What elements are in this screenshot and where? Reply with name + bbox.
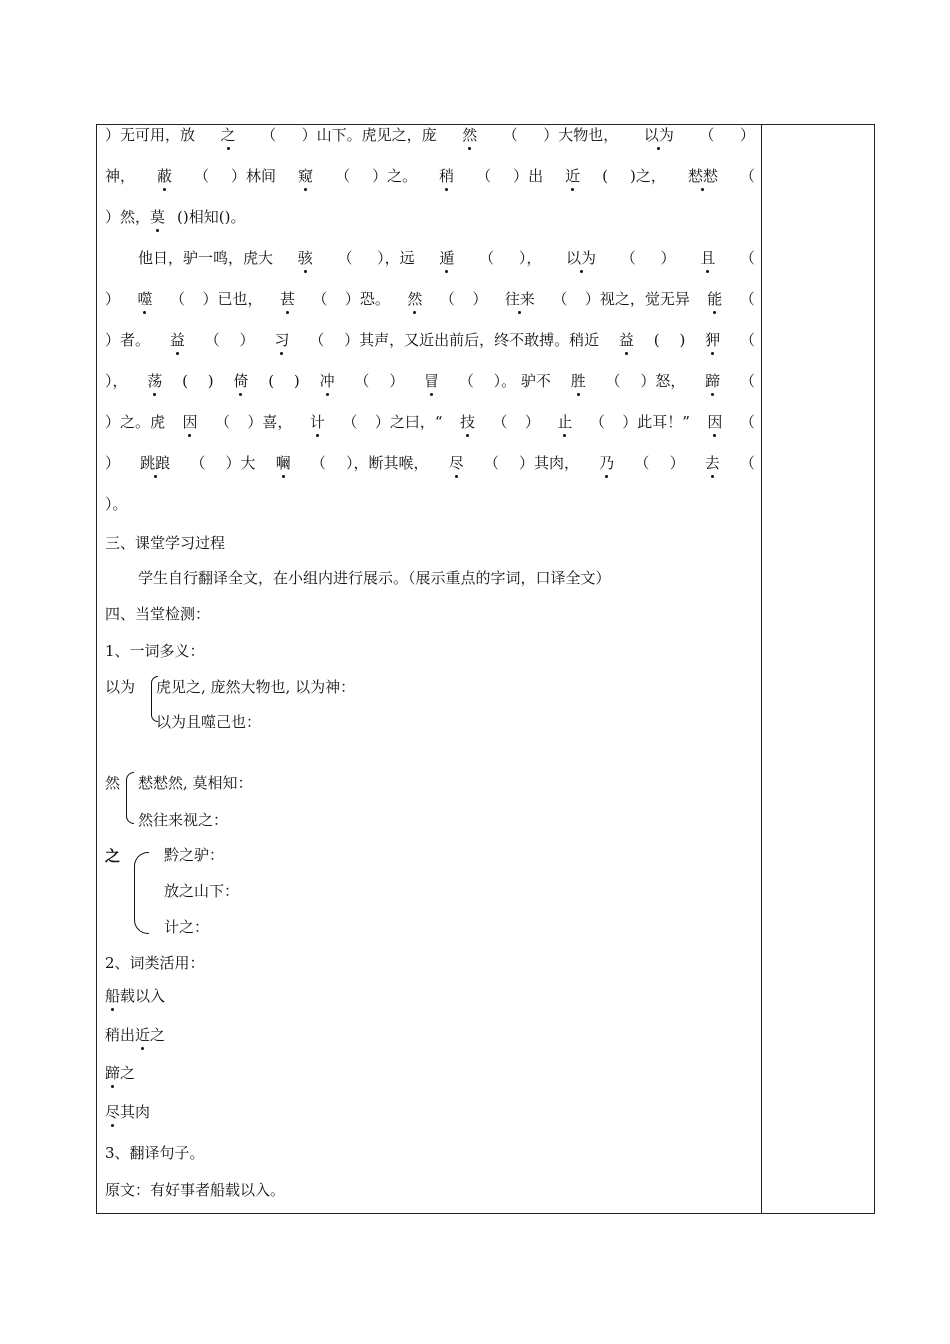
passage-segment: ）无可用，放	[105, 126, 196, 144]
keyword-dotted: 荡	[147, 372, 163, 390]
passage-segment: （	[605, 372, 621, 390]
passage-line-2	[105, 166, 755, 186]
keyword-dotted: 止	[557, 413, 573, 431]
keyword-dotted: 蔽	[157, 167, 173, 185]
keyword-dotted: 甚	[279, 290, 295, 308]
passage-segment: )	[207, 372, 214, 390]
q2-item-1: 船载以入	[105, 987, 166, 1005]
q1-title: 1、一词多义：	[105, 642, 205, 660]
passage-segment: （	[342, 413, 358, 431]
q2-item-3: 蹄之	[105, 1064, 136, 1082]
passage-segment: （	[354, 372, 370, 390]
passage-segment: ）	[660, 249, 676, 267]
passage-segment: ）	[105, 454, 121, 472]
passage-segment: (	[177, 208, 183, 226]
passage-segment: （	[214, 413, 230, 431]
passage-segment: ）。 驴不	[493, 372, 551, 390]
passage-segment: （	[492, 413, 508, 431]
passage-segment: ）出	[513, 167, 544, 185]
passage-segment: （	[204, 331, 220, 349]
keyword-dotted: 莫	[150, 208, 166, 226]
keyword-dotted: 计	[309, 413, 325, 431]
zhi-brace	[134, 852, 149, 934]
passage-segment: ）山下。虎见之，庞	[301, 126, 437, 144]
keyword-dotted: 㘎	[275, 454, 291, 472]
passage-segment: )	[293, 372, 300, 390]
passage-segment: ）恐。	[344, 290, 390, 308]
passage-segment: ）视之，觉无异	[584, 290, 690, 308]
passage-segment: （	[337, 249, 353, 267]
passage-segment: （	[739, 249, 755, 267]
passage-line-7	[105, 371, 755, 391]
keyword-dotted: 胜	[570, 372, 586, 390]
ran-brace	[126, 772, 134, 824]
passage-segment: (	[182, 372, 188, 390]
passage-segment: （	[194, 167, 210, 185]
passage-segment: ）其声，又近出前后，终不敢搏。稍近	[344, 331, 600, 349]
passage-segment: （	[739, 372, 755, 390]
passage-segment: )相知(	[182, 208, 225, 226]
keyword-dotted: 往来	[504, 290, 535, 308]
keyword-dotted: 稍	[439, 167, 455, 185]
passage-segment: ）	[669, 454, 685, 472]
passage-segment: （	[739, 454, 755, 472]
passage-segment: ）然，	[105, 208, 151, 226]
passage-segment: ），	[105, 372, 128, 390]
passage-segment: ），断其喉，	[346, 454, 429, 472]
table-frame	[96, 124, 875, 1214]
passage-segment: ）之。虎	[105, 413, 166, 431]
passage-segment: （	[479, 249, 495, 267]
passage-segment: ）	[389, 372, 405, 390]
passage-segment: ）喜，	[247, 413, 293, 431]
passage-segment: （	[476, 167, 492, 185]
passage-segment: （	[169, 290, 185, 308]
passage-line-5	[105, 289, 755, 309]
q2-title: 2、词类活用：	[105, 954, 205, 972]
passage-segment: （	[739, 413, 755, 431]
passage-segment: ）	[524, 413, 540, 431]
keyword-dotted: 骇	[297, 249, 313, 267]
passage-line-9	[105, 453, 755, 473]
passage-segment: （	[335, 167, 351, 185]
ran-sense-b: 然往来视之：	[138, 811, 229, 829]
passage-segment: （	[699, 126, 715, 144]
section4-heading: 四、当堂检测：	[105, 605, 211, 623]
passage-segment: (	[602, 167, 609, 185]
yiwei-sense-a: 虎见之, 庞然大物也, 以为神：	[156, 678, 356, 696]
passage-segment: （	[261, 126, 277, 144]
keyword-dotted: 噬	[137, 290, 153, 308]
keyword-dotted: 习	[274, 331, 290, 349]
passage-segment: （	[620, 249, 636, 267]
passage-segment: ），	[518, 249, 542, 267]
passage-line-6	[105, 330, 755, 350]
passage-segment: ）已也，	[202, 290, 263, 308]
passage-segment: 他日，驴一鸣，虎大	[138, 249, 274, 267]
passage-segment: ）	[739, 126, 755, 144]
passage-segment: （	[309, 331, 325, 349]
passage-segment: (	[268, 372, 275, 390]
passage-segment: （	[310, 454, 326, 472]
zhi-word: 之	[105, 847, 121, 865]
passage-segment: （	[458, 372, 474, 390]
keyword-dotted: 然	[407, 290, 423, 308]
keyword-dotted: 近	[565, 167, 581, 185]
keyword-dotted: 慭慭	[687, 167, 718, 185]
passage-segment: （	[589, 413, 605, 431]
keyword-dotted: 尽	[448, 454, 464, 472]
passage-segment: 神，	[105, 167, 136, 185]
passage-segment: （	[483, 454, 499, 472]
passage-segment: （	[634, 454, 650, 472]
passage-segment: ）之曰，“	[374, 413, 443, 431]
passage-segment: （	[190, 454, 206, 472]
passage-segment: ）之。	[372, 167, 418, 185]
passage-segment: ）大	[225, 454, 256, 472]
ran-word: 然	[105, 774, 121, 792]
passage-segment: (	[653, 331, 660, 349]
q2-item-4: 尽其肉	[105, 1103, 151, 1121]
passage-segment: )之，	[630, 167, 666, 185]
passage-segment: ）	[239, 331, 255, 349]
passage-segment: （	[312, 290, 328, 308]
passage-segment: （	[552, 290, 568, 308]
passage-segment: ）大物也，	[543, 126, 619, 144]
keyword-dotted: 益	[618, 331, 634, 349]
passage-segment: ）者。	[105, 331, 151, 349]
keyword-dotted: 遁	[439, 249, 455, 267]
passage-segment: )	[679, 331, 686, 349]
keyword-dotted: 益	[169, 331, 185, 349]
passage-line-3	[105, 207, 755, 227]
passage-segment: ）林间	[231, 167, 277, 185]
keyword-dotted: 蹄	[705, 372, 721, 390]
passage-segment: ）其肉，	[519, 454, 580, 472]
zhi-sense-a: 黔之驴：	[164, 846, 225, 864]
passage-segment: ）	[105, 290, 121, 308]
passage-segment: ）	[472, 290, 488, 308]
keyword-dotted: 之	[220, 126, 236, 144]
passage-segment: （	[739, 290, 755, 308]
keyword-dotted: 以为	[643, 126, 674, 144]
passage-segment: ），远	[377, 249, 415, 267]
passage-segment: （	[439, 290, 455, 308]
keyword-dotted: 且	[700, 249, 716, 267]
keyword-dotted: 倚	[233, 372, 249, 390]
passage-line-1	[105, 125, 755, 145]
keyword-dotted: 去	[704, 454, 720, 472]
keyword-dotted: 冲	[319, 372, 335, 390]
zhi-sense-c: 计之：	[164, 918, 210, 936]
q3-title: 3、翻译句子。	[105, 1144, 205, 1162]
keyword-dotted: 能	[707, 290, 723, 308]
keyword-dotted: 技	[459, 413, 475, 431]
yiwei-sense-b: 以为且噬己也：	[156, 713, 262, 731]
q3-original: 原文：有好事者船载以入。	[105, 1181, 286, 1199]
zhi-sense-b: 放之山下：	[164, 882, 240, 900]
passage-line-8	[105, 412, 755, 432]
passage-line-10: ）。	[105, 495, 128, 513]
column-divider	[761, 124, 762, 1214]
keyword-dotted: 跳踉	[140, 454, 171, 472]
passage-line-4	[138, 248, 755, 268]
passage-segment: ）怒，	[640, 372, 686, 390]
passage-segment: （	[502, 126, 518, 144]
ran-sense-a: 慭慭然, 莫相知：	[138, 774, 253, 792]
section3-text: 学生自行翻译全文，在小组内进行展示。（展示重点的字词，口译全文）	[138, 569, 611, 587]
section3-heading: 三、课堂学习过程	[105, 534, 226, 552]
keyword-dotted: 以为	[566, 249, 597, 267]
passage-segment: ）此耳！”	[622, 413, 690, 431]
passage-segment: （	[739, 167, 755, 185]
yiwei-word: 以为	[105, 678, 136, 696]
keyword-dotted: 因	[707, 413, 723, 431]
q2-item-2: 稍出近之	[105, 1026, 166, 1044]
passage-segment: )。	[224, 208, 246, 226]
keyword-dotted: 因	[182, 413, 198, 431]
keyword-dotted: 狎	[705, 331, 721, 349]
keyword-dotted: 然	[462, 126, 478, 144]
keyword-dotted: 冒	[424, 372, 440, 390]
passage-segment: （	[739, 331, 755, 349]
keyword-dotted: 乃	[599, 454, 615, 472]
keyword-dotted: 窥	[298, 167, 314, 185]
